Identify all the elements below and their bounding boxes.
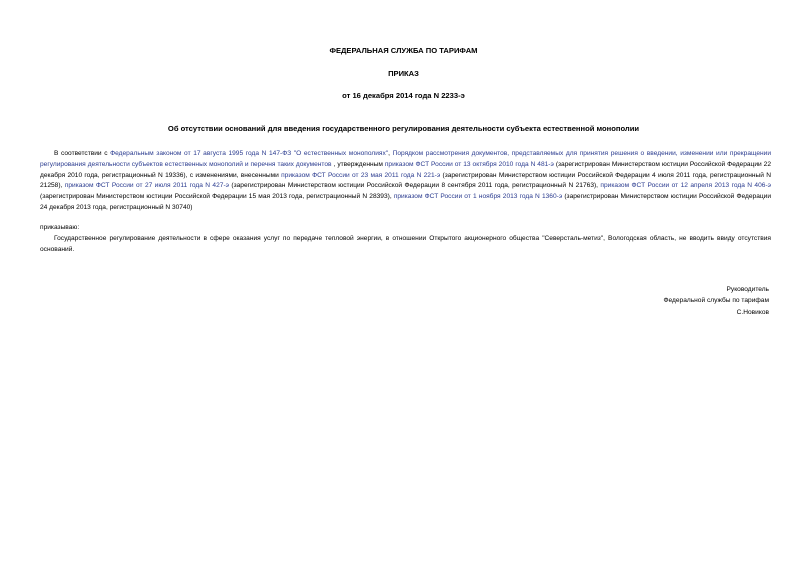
signature-block: [569, 284, 769, 318]
legal-reference-link[interactable]: приказом ФСТ России от 23 мая 2011 года N 221-э: [281, 171, 441, 179]
doc-type-heading: ПРИКАЗ: [388, 69, 419, 78]
preamble-text: (зарегистрирован Министерством юстиции Российской Федерации 24 декабря 2013 года, регистрационный N 30740): [40, 193, 772, 211]
preamble-text: (зарегистрирован Министерством юстиции Российской Федерации 15 мая 2013 года, регистрационный N 28393),: [40, 193, 394, 201]
preamble-text: , утвержденным: [331, 160, 385, 168]
preamble-text: (зарегистрирован Министерством юстиции Российской Федерации 22 декабря 2010 года, регистрационный N 19336), с изменениями, внесенными: [40, 160, 771, 179]
order-paragraph: Государственное регулирование деятельности в сфере оказания услуг по передаче тепловой энергии, в отношении Открытого акционерного общества "Северсталь-метиз", Вологодская область, не вводить ввиду отсутствия оснований.: [40, 234, 771, 253]
legal-reference-link[interactable]: Порядком рассмотрения документов, представляемых для принятия решения о введении, изменении или прекращении регулирования деятельности субъектов естественных монополий и перечня таких документов: [40, 150, 772, 168]
signature-name: С.Новиков: [736, 308, 769, 316]
date-number-heading: от 16 декабря 2014 года N 2233-э: [342, 91, 465, 100]
legal-reference-link[interactable]: приказом ФСТ России от 1 ноября 2013 года N 1360-э: [393, 193, 563, 201]
signature-role: Руководитель: [726, 286, 769, 293]
preamble-paragraph: [40, 149, 771, 214]
orders-block: [40, 223, 771, 255]
preamble-text: (зарегистрирован Министерством юстиции Российской Федерации 8 сентября 2011 года, регистрационный N 21763),: [229, 182, 601, 190]
legal-reference-link[interactable]: Федеральным законом от 17 августа 1995 года N 147-ФЗ "О естественных монополиях": [110, 150, 389, 157]
orders-label: приказываю:: [40, 224, 80, 231]
legal-reference-link[interactable]: приказом ФСТ России от 27 июля 2011 года N 427-э: [64, 182, 229, 190]
agency-heading: ФЕДЕРАЛЬНАЯ СЛУЖБА ПО ТАРИФАМ: [329, 46, 478, 55]
preamble-text: В соответствии с: [54, 150, 111, 157]
document-title: Об отсутствии оснований для введения государственного регулирования деятельности субъекта естественной монополии: [167, 124, 640, 133]
legal-reference-link[interactable]: приказом ФСТ России от 12 апреля 2013 года N 406-э: [600, 182, 771, 190]
legal-reference-link[interactable]: приказом ФСТ России от 13 октября 2010 года N 481-э: [384, 160, 554, 168]
preamble-text: ,: [388, 150, 393, 157]
signature-org: Федеральной службы по тарифам: [663, 297, 769, 305]
preamble-block: [40, 149, 771, 214]
preamble-text: (зарегистрирован Министерством юстиции Российской Федерации 4 июля 2011 года, регистрационный N 21258),: [40, 171, 771, 190]
